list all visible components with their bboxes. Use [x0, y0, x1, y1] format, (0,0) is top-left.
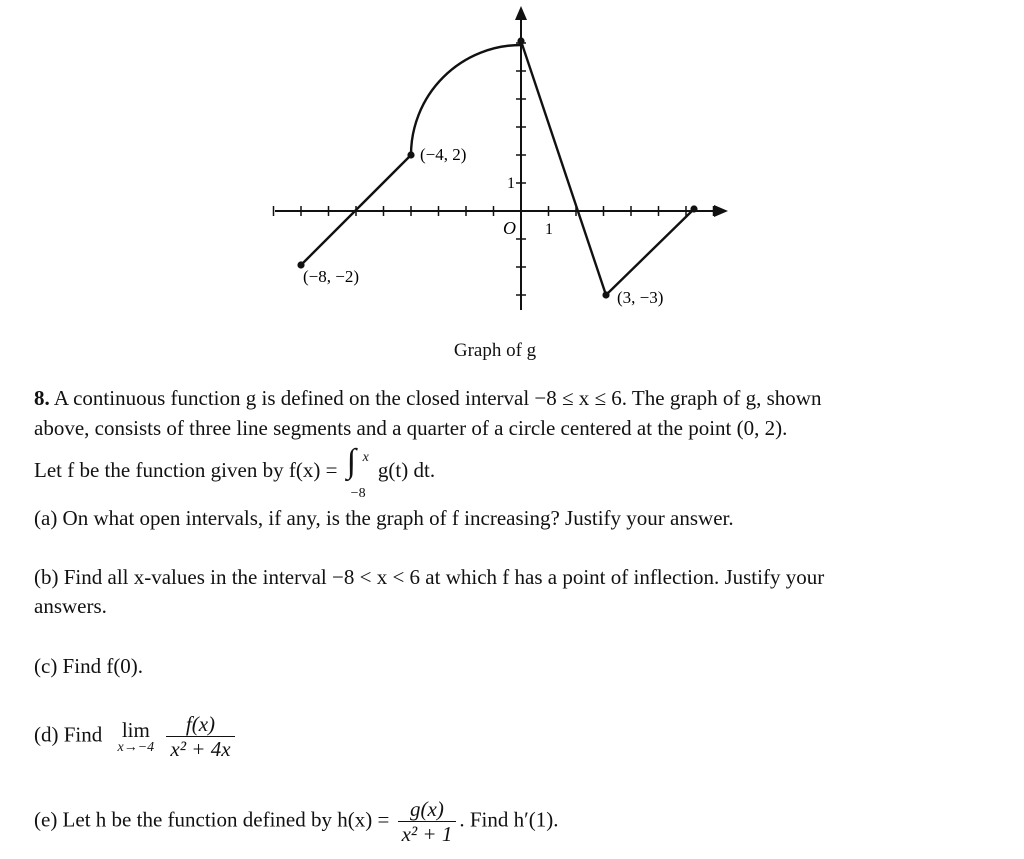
part-e-prefix: (e) Let h be the function defined by h(x) =: [34, 807, 390, 832]
y-unit-label: 1: [507, 175, 515, 192]
integrand: g(t) dt.: [377, 458, 436, 482]
definition-line: [34, 443, 994, 502]
label-point-minus4-2: (−4, 2): [420, 145, 467, 164]
integral-sign: ∫ x −8: [343, 457, 373, 487]
segment-right: [606, 209, 694, 295]
part-d: [34, 712, 238, 761]
intro-text-1: A continuous function g is defined on the closed interval −8 ≤ x ≤ 6. The graph of g, shown: [53, 386, 822, 410]
x-unit-label: 1: [545, 221, 553, 238]
origin-label: O: [503, 218, 516, 238]
integral-upper-limit: x: [362, 450, 369, 466]
limit-denominator: x² + 4x: [170, 737, 231, 761]
limit-operator: [118, 719, 155, 755]
part-c: (c) Find f(0).: [34, 654, 144, 678]
limit-numerator: f(x): [166, 712, 234, 737]
problem-number: 8.: [34, 386, 50, 410]
quarter-circle-arc: [411, 45, 521, 155]
limit-fraction: [166, 712, 234, 761]
label-point-3-minus3: (3, −3): [617, 288, 664, 307]
h-numerator: g(x): [398, 797, 457, 822]
point-6-0: [690, 205, 697, 212]
point-3-minus3: [602, 291, 609, 298]
h-fraction: [398, 797, 457, 846]
part-b-line-2: answers.: [34, 594, 107, 618]
intro-line-1: [34, 383, 994, 413]
limit-word: lim: [121, 717, 150, 742]
problem-text: [34, 383, 994, 502]
graph-of-g: [0, 0, 1024, 340]
intro-line-2: above, consists of three line segments and a quarter of a circle centered at the point (0, 2).: [34, 416, 788, 440]
h-denominator: x² + 1: [401, 822, 453, 846]
y-axis-arrow: [515, 6, 527, 20]
limit-subscript: x→−4: [117, 739, 155, 755]
segment-middle: [521, 41, 606, 295]
part-d-prefix: (d) Find: [34, 722, 103, 747]
part-b-line-1: (b) Find all x-values in the interval −8 < x < 6 at which f has a point of inflection. Justify your: [34, 565, 825, 589]
definition-prefix: Let f be the function given by f(x) =: [34, 458, 338, 482]
label-point-minus8-minus2: (−8, −2): [303, 267, 359, 286]
point-minus4-2: [407, 151, 414, 158]
graph-caption: Graph of g: [453, 340, 537, 361]
point-0-4: [517, 37, 524, 44]
part-a: (a) On what open intervals, if any, is the graph of f increasing? Justify your answer.: [34, 506, 734, 530]
x-axis-arrow: [714, 205, 728, 217]
part-e: [34, 797, 558, 846]
part-e-suffix: . Find h′(1).: [459, 807, 559, 832]
integral-lower-limit: −8: [350, 486, 366, 502]
